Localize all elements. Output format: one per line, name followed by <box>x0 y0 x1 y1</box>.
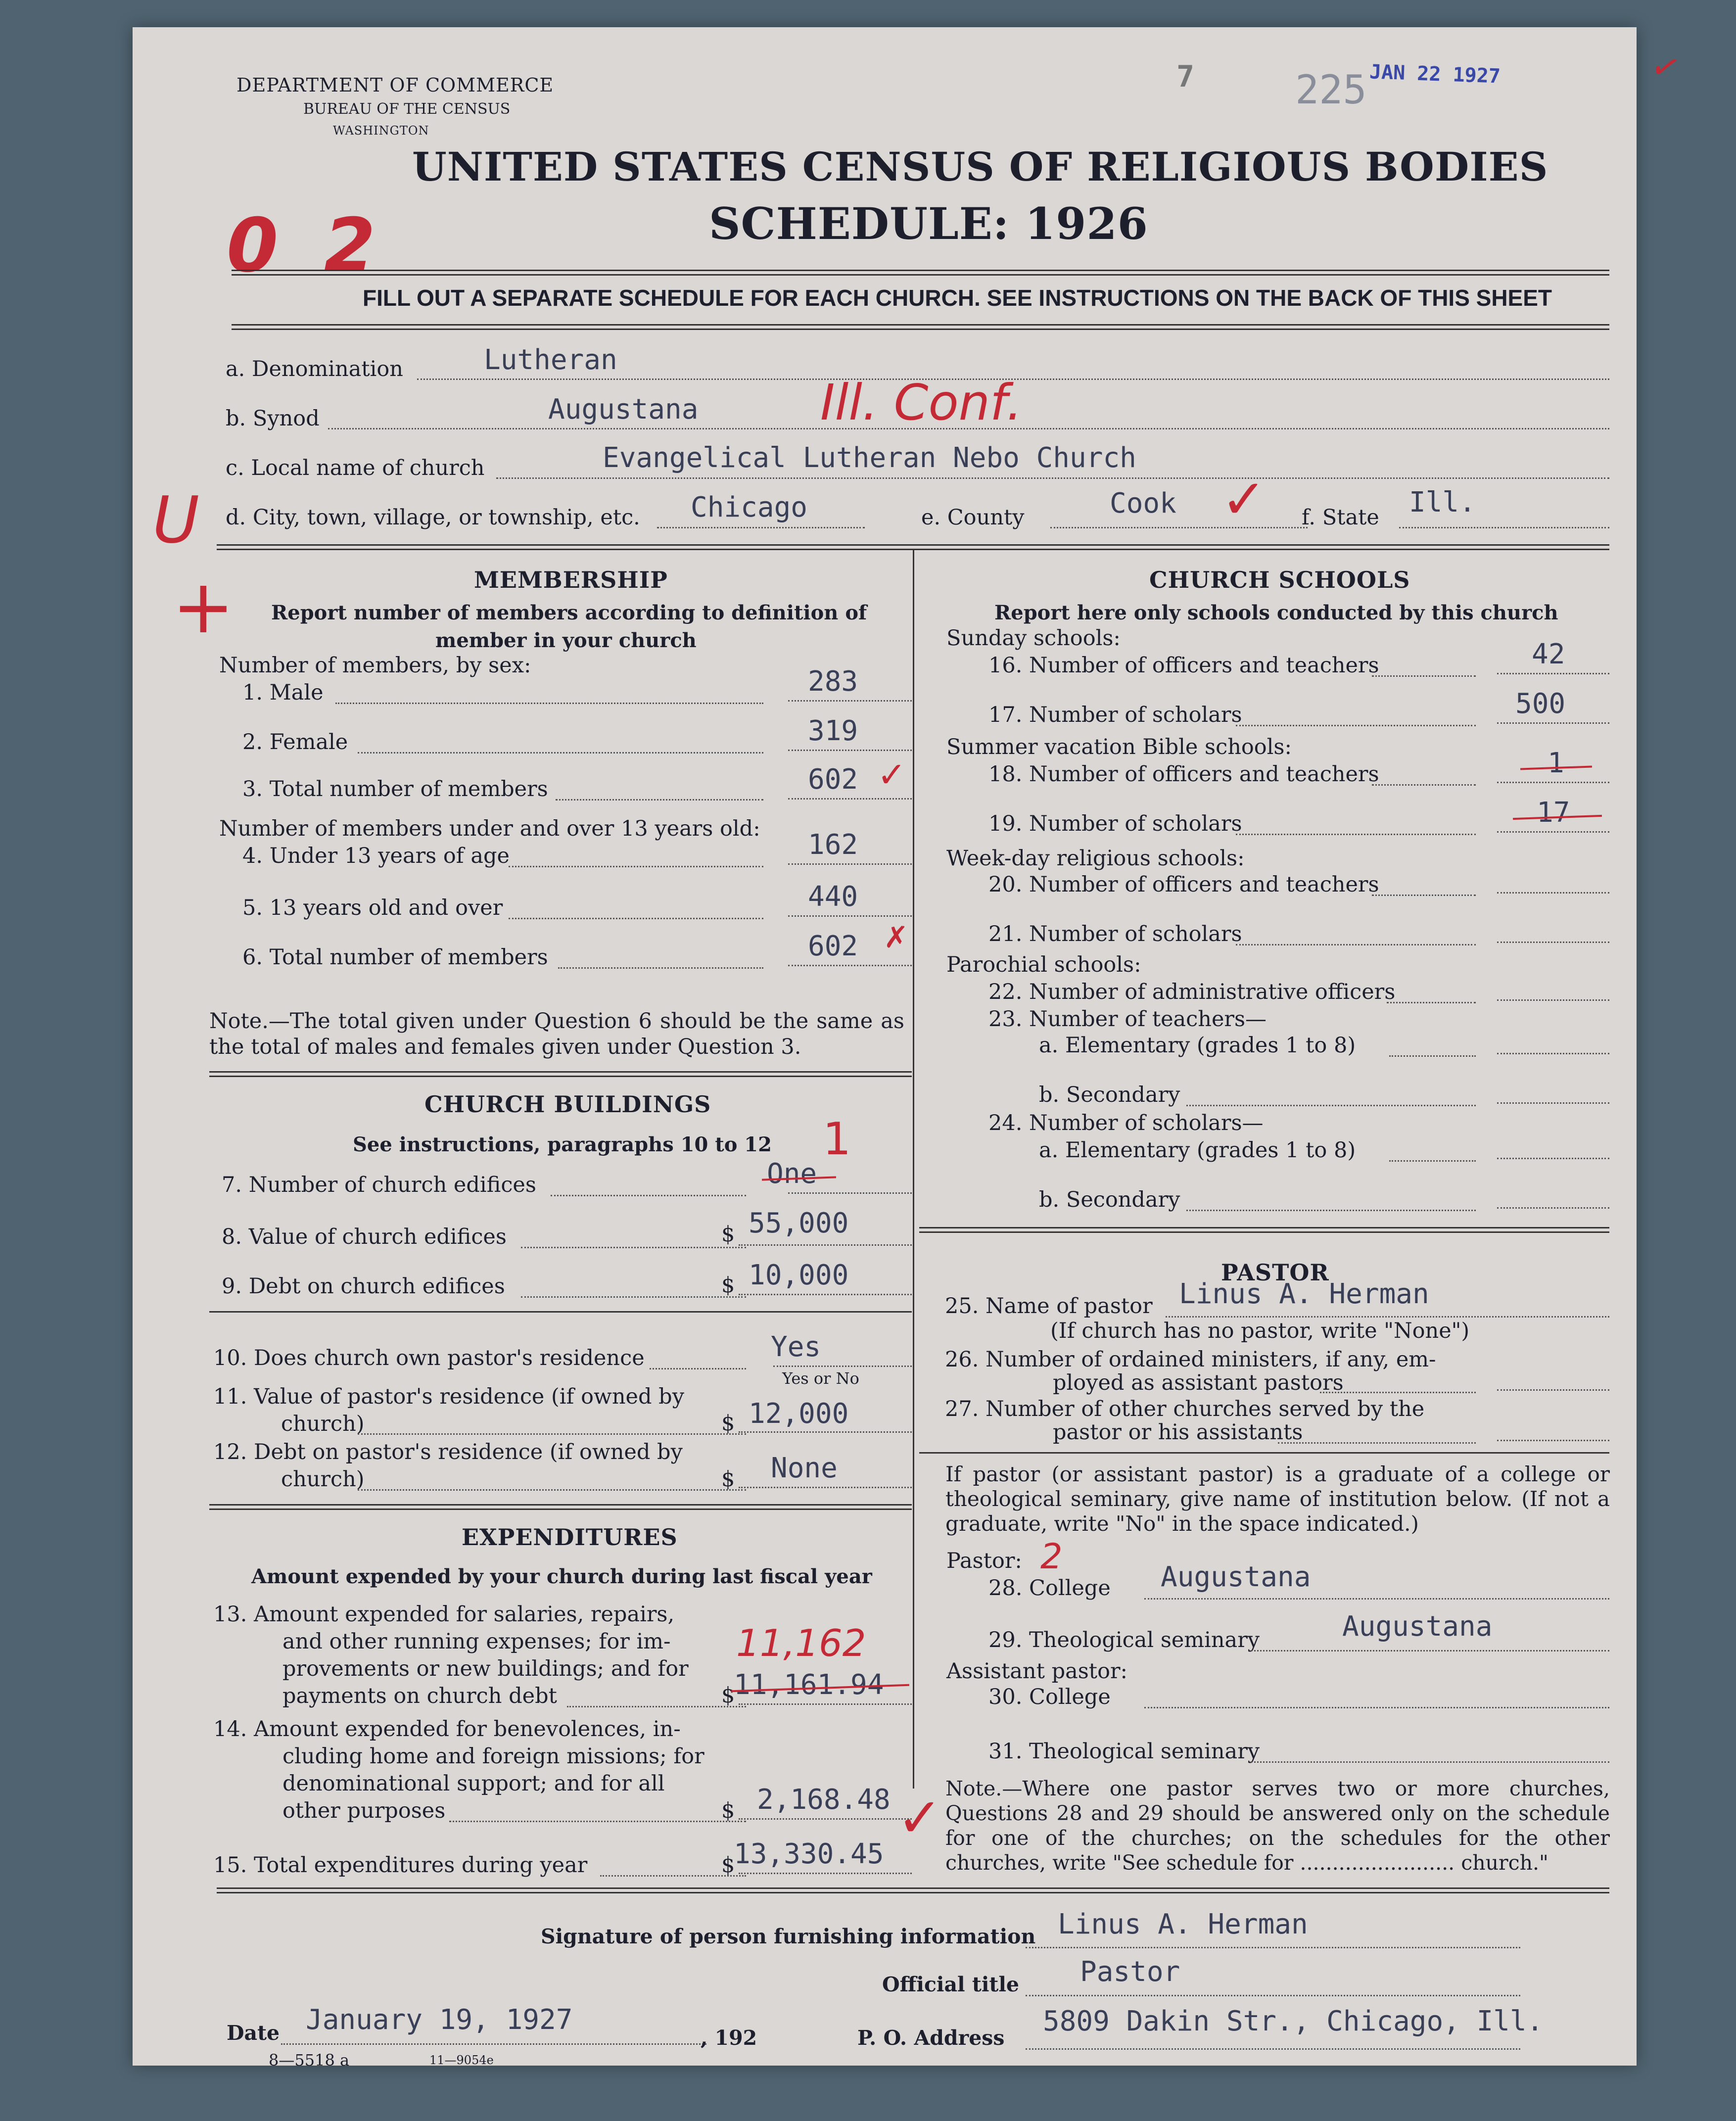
q29-label: 29. Theological seminary <box>988 1628 1260 1652</box>
q13-line-1: 13. Amount expended for salaries, repairs, <box>213 1602 675 1627</box>
graduate-instructions: If pastor (or assistant pastor) is a graduate of a college or theological seminary, give name of institution below. (If not a graduate, write "No" in the space indicated.) <box>945 1462 1610 1536</box>
annotation-top-left: 0 2 <box>227 203 385 289</box>
q24b-label: b. Secondary <box>1039 1187 1180 1212</box>
members-by-age-label: Number of members under and over 13 years old: <box>219 816 760 841</box>
q19-value[interactable]: 17 <box>1537 797 1570 829</box>
pastor-sublabel: Pastor: <box>946 1549 1022 1573</box>
total-members-label: 3. Total number of members <box>242 777 548 801</box>
q14-line-2: cluding home and foreign missions; for <box>282 1744 704 1769</box>
q29-value[interactable]: Augustana <box>1342 1610 1493 1643</box>
q8-value[interactable]: 55,000 <box>749 1207 849 1239</box>
male-label: 1. Male <box>242 680 324 705</box>
synod-label: b. Synod <box>226 406 320 431</box>
expenditure-check: ✓ <box>897 1786 943 1849</box>
date-suffix: , 192 <box>701 2026 757 2050</box>
q13-line-3: provements or new buildings; and for <box>282 1656 689 1681</box>
schedule-title: SCHEDULE: 1926 <box>709 198 1148 249</box>
q25-label: 25. Name of pastor <box>945 1294 1153 1319</box>
female-label: 2. Female <box>242 730 348 754</box>
sunday-schools-label: Sunday schools: <box>946 626 1121 651</box>
q31-label: 31. Theological seminary <box>988 1739 1260 1764</box>
local-name-label: c. Local name of church <box>226 456 485 480</box>
q20-label: 20. Number of officers and teachers <box>988 872 1379 897</box>
q11-label-2: church) <box>281 1412 365 1436</box>
county-label: e. County <box>921 505 1025 530</box>
buildings-intro: See instructions, paragraphs 10 to 12 <box>353 1133 772 1156</box>
address-label: P. O. Address <box>857 2026 1005 2050</box>
q16-label: 16. Number of officers and teachers <box>988 653 1379 678</box>
city-value[interactable]: Chicago <box>691 491 808 523</box>
signature-value[interactable]: Linus A. Herman <box>1058 1908 1308 1940</box>
q24-label: 24. Number of scholars— <box>988 1111 1264 1135</box>
state-value[interactable]: Ill. <box>1409 486 1476 518</box>
q23b-label: b. Secondary <box>1039 1083 1180 1107</box>
q11-value[interactable]: 12,000 <box>749 1398 849 1430</box>
q11-label-1: 11. Value of pastor's residence (if owned by <box>213 1384 684 1409</box>
q14-line-4: other purposes <box>282 1798 446 1823</box>
signature-label: Signature of person furnishing information <box>541 1925 1036 1948</box>
under-13-label: 4. Under 13 years of age <box>242 844 510 868</box>
q7-label: 7. Number of church edifices <box>222 1173 536 1197</box>
membership-note: Note.—The total given under Question 6 should be the same as the total of males and females given under Question 3. <box>209 1009 904 1059</box>
q23a-label: a. Elementary (grades 1 to 8) <box>1039 1033 1356 1058</box>
q22-label: 22. Number of administrative officers <box>988 980 1396 1004</box>
total-members-value[interactable]: 602 <box>808 763 858 796</box>
q18-value[interactable]: 1 <box>1548 747 1564 779</box>
q9-value[interactable]: 10,000 <box>749 1259 849 1291</box>
q30-label: 30. College <box>988 1685 1111 1709</box>
q15-label: 15. Total expenditures during year <box>213 1853 588 1878</box>
form-title: UNITED STATES CENSUS OF RELIGIOUS BODIES <box>412 143 1548 190</box>
date-label: Date <box>227 2021 280 2045</box>
form-number: 8—5518 a <box>269 2051 350 2070</box>
q28-label: 28. College <box>988 1576 1111 1601</box>
parochial-schools-label: Parochial schools: <box>946 952 1141 977</box>
schools-title: CHURCH SCHOOLS <box>1149 566 1410 593</box>
city-label: d. City, town, village, or township, etc. <box>226 505 640 530</box>
q7-value[interactable]: One <box>767 1158 817 1190</box>
q12-label-2: church) <box>281 1467 365 1492</box>
print-number: 11—9054e <box>429 2053 494 2067</box>
q9-label: 9. Debt on church edifices <box>222 1274 505 1299</box>
pastor-title: PASTOR <box>1221 1259 1329 1286</box>
q18-label: 18. Number of officers and teachers <box>988 762 1379 787</box>
department-label: DEPARTMENT OF COMMERCE <box>236 74 554 96</box>
pastor-annotation: 2 <box>1040 1536 1063 1577</box>
edifices-corrected: 1 <box>823 1113 851 1165</box>
summer-schools-label: Summer vacation Bible schools: <box>946 735 1292 759</box>
q14-value[interactable]: 2,168.48 <box>757 1784 891 1816</box>
q14-line-1: 14. Amount expended for benevolences, in- <box>213 1717 681 1742</box>
q25-note: (If church has no pastor, write "None") <box>1050 1319 1470 1343</box>
female-value[interactable]: 319 <box>808 715 858 747</box>
q12-label-1: 12. Debt on pastor's residence (if owned by <box>213 1440 683 1464</box>
corner-check: ✓ <box>1646 44 1686 91</box>
q10-label: 10. Does church own pastor's residence <box>213 1346 645 1370</box>
pastor-note: Note.—Where one pastor serves two or more churches, Questions 28 and 29 should be answered only on the schedule for one of the churches; on the schedules for the other churches, write "See schedule for ........................ church." <box>945 1777 1610 1875</box>
over-13-label: 5. 13 years old and over <box>242 896 503 920</box>
q19-label: 19. Number of scholars <box>988 811 1242 836</box>
expenditures-intro: Amount expended by your church during last fiscal year <box>251 1565 872 1588</box>
q17-value[interactable]: 500 <box>1515 688 1566 720</box>
annotation-left-plus: + <box>172 564 235 650</box>
q27-label-1: 27. Number of other churches served by the <box>945 1397 1425 1421</box>
census-form-sheet: DEPARTMENT OF COMMERCE BUREAU OF THE CENSUS WASHINGTON 7 225 JAN 22 1927 ✓ UNITED STATES CENSUS OF RELIGIOUS BODIES SCHEDULE: 1926 0 2 FILL OUT A SEPARATE SCHEDULE FOR EACH CHURCH. SEE INSTRUCTIONS ON THE BACK OF THIS SHEET a. Denomination Lutheran b. Synod Augustana Ill. Conf. c. Local name of church Evangelical Lutheran Nebo Church d. City, town, village, or township, etc. Chicago e. County Cook ✓ f. State Ill. U + MEMBERSHIP Report number of members according to definition of member in your church Number of members, by sex: 1. Male 283 2. Female 319 3. Total number of members 602 ✓ Number of members under and over 13 years old: 4. Under 13 years of age 162 5. 13 years old and over 440 6. Total number of members 602 ✗ Note.—The total given under Question 6 should be the same as the total of males and females given under Question 3. CHURCH BUILDINGS See instructions, paragraphs 10 to 12 1 7. Number of church edifices One 8. Value of church edifices $ 55,000 9. Debt on church edifices $ 10,000 10. Does church own pastor's residence Yes Yes or No 11. Value of pastor's residence (if owned by church) $ 12,000 12. Debt on pastor's residence (if owned by church) $ None EXPENDITURES Amount expended by your church during last fiscal year 13. Amount expended for salaries, repairs, and other running expenses; for im- provements or new buildings; and for payments on church debt $ 11,161.94 11,162 14. Amount expended for benevolences, in- cluding home and foreign missions; for denominational support; and for all other purposes $ 2,168.48 15. Total expenditures during year $ 13,330.45 ✓ CHURCH SCHOOLS Report here only schools conducted by this church Sunday schools: 16. Number of officers and teachers 42 17. Number of scholars 500 Summer vacation Bible schools: 18. Number of officers and teachers 1 19. Number of scholars 17 Week-day religious schools: 20. Number of officers and teachers 21. Number of scholars Parochial schools: 22. Number of administrative officers 23. Number of teachers— a. Elementary (grades 1 to 8) b. Secondary 24. Number of scholars— a. Elementary (grades 1 to 8) b. Secondary PASTOR 25. Name of pastor Linus A. Herman (If church has no pastor, write "None") 26. Number of ordained ministers, if any, em- ployed as assistant pastors 27. Number of other churches served by the pastor or his assistants If pastor (or assistant pastor) is a graduate of a college or theological seminary, give name of institution below. (If not a graduate, write "No" in the space indicated.) Pastor: 2 28. College Augustana 29. Theological seminary Augustana Assistant pastor: 30. College 31. Theological seminary Note.—Where one pastor serves two or more churches, Questions 28 and 29 should be answered only on the schedule for one of the churches; on the schedules for the other churches, write "See schedule for ........................ church." Signature of person furnishing information Linus A. Herman Official title Pastor Date January 19, 1927 , 192 P. O. Address 5809 Dakin Str., Chicago, Ill. 8—5518 a 11—9054e <box>133 27 1637 2066</box>
q26-label-2: ployed as assistant pastors <box>1053 1370 1344 1395</box>
denomination-value[interactable]: Lutheran <box>484 344 617 376</box>
q28-value[interactable]: Augustana <box>1161 1561 1311 1593</box>
denomination-label: a. Denomination <box>226 357 403 381</box>
q23-label: 23. Number of teachers— <box>988 1007 1267 1032</box>
q16-value[interactable]: 42 <box>1532 638 1565 670</box>
yes-no-hint: Yes or No <box>782 1369 859 1388</box>
q14-line-3: denominational support; and for all <box>282 1771 665 1796</box>
stamp-top-mark: 7 <box>1176 59 1195 94</box>
q26-label-1: 26. Number of ordained ministers, if any, em- <box>945 1347 1436 1372</box>
instructions-banner: FILL OUT A SEPARATE SCHEDULE FOR EACH CHURCH. SEE INSTRUCTIONS ON THE BACK OF THIS SHEET <box>363 285 1552 311</box>
stamp-number: 225 <box>1295 67 1367 113</box>
q13-line-2: and other running expenses; for im- <box>282 1629 671 1654</box>
q13-value[interactable]: 11,161.94 <box>734 1669 884 1701</box>
q27-label-2: pastor or his assistants <box>1053 1420 1303 1445</box>
assistant-pastor-label: Assistant pastor: <box>946 1659 1128 1684</box>
q24a-label: a. Elementary (grades 1 to 8) <box>1039 1138 1356 1163</box>
q13-corrected: 11,162 <box>736 1621 866 1665</box>
members-by-sex-label: Number of members, by sex: <box>219 653 531 678</box>
under-13-value[interactable]: 162 <box>808 829 858 861</box>
synod-annotation: Ill. Conf. <box>820 374 1023 431</box>
total-members-2-label: 6. Total number of members <box>242 945 548 970</box>
membership-intro-1: Report number of members according to definition of <box>271 601 867 624</box>
date-value[interactable]: January 19, 1927 <box>306 2004 573 2036</box>
county-check: ✓ <box>1221 468 1267 531</box>
bureau-label: BUREAU OF THE CENSUS <box>303 100 511 118</box>
schools-intro: Report here only schools conducted by this church <box>994 601 1558 624</box>
official-title-value[interactable]: Pastor <box>1080 1956 1180 1988</box>
address-value[interactable]: 5809 Dakin Str., Chicago, Ill. <box>1043 2005 1544 2037</box>
over-13-value[interactable]: 440 <box>808 881 858 913</box>
state-label: f. State <box>1302 505 1379 530</box>
q8-label: 8. Value of church edifices <box>222 1225 507 1249</box>
membership-title: MEMBERSHIP <box>474 566 668 593</box>
q15-value[interactable]: 13,330.45 <box>734 1838 884 1870</box>
total-members-2-value[interactable]: 602 <box>808 930 858 962</box>
synod-value[interactable]: Augustana <box>548 393 699 425</box>
total-2-mark: ✗ <box>884 920 909 955</box>
annotation-left-u: U <box>152 482 200 558</box>
q25-value[interactable]: Linus A. Herman <box>1179 1278 1429 1310</box>
total-check: ✓ <box>877 754 906 795</box>
q13-line-4: payments on church debt <box>282 1684 557 1708</box>
q10-value[interactable]: Yes <box>771 1331 821 1363</box>
official-title-label: Official title <box>882 1973 1020 1996</box>
buildings-title: CHURCH BUILDINGS <box>424 1091 711 1118</box>
local-name-value[interactable]: Evangelical Lutheran Nebo Church <box>603 442 1136 474</box>
stamp-date: JAN 22 1927 <box>1369 60 1501 88</box>
expenditures-title: EXPENDITURES <box>462 1524 678 1551</box>
city-header: WASHINGTON <box>333 124 429 138</box>
weekday-schools-label: Week-day religious schools: <box>946 846 1245 871</box>
county-value[interactable]: Cook <box>1110 487 1176 519</box>
male-value[interactable]: 283 <box>808 665 858 698</box>
membership-intro-2: member in your church <box>435 629 697 652</box>
q17-label: 17. Number of scholars <box>988 703 1242 727</box>
q21-label: 21. Number of scholars <box>988 922 1242 946</box>
q12-value[interactable]: None <box>771 1452 838 1484</box>
